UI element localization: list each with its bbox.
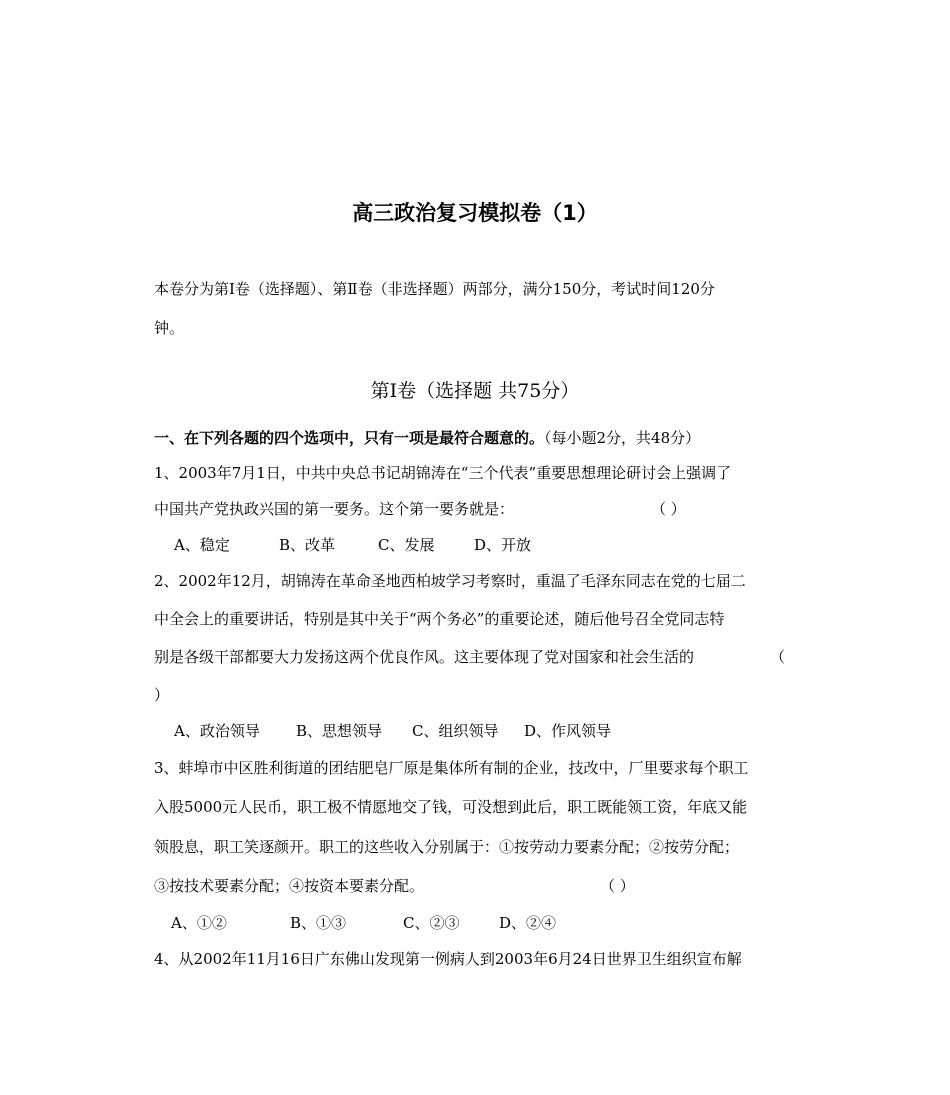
question-3-line-2: 入股5000元人民币，职工极不情愿地交了钱，可没想到此后，职工既能领工资，年底又能 bbox=[154, 798, 748, 816]
question-3-option-b: B、①③ bbox=[290, 914, 347, 932]
page-title: 高三政治复习模拟卷（1） bbox=[352, 201, 598, 225]
part1-heading-note: （每小题2分，共48分） bbox=[544, 429, 701, 447]
question-1-option-c: C、发展 bbox=[378, 536, 435, 554]
question-2-answer-blank-close: ） bbox=[154, 686, 170, 704]
part1-heading-instruction: 一、在下列各题的四个选项中，只有一项是最符合题意的。 bbox=[154, 429, 545, 447]
question-1-option-d: D、开放 bbox=[474, 536, 532, 554]
question-2-option-a: A、政治领导 bbox=[174, 722, 260, 740]
question-1-line-1: 1、2003年7月1日，中共中央总书记胡锦涛在“三个代表”重要思想理论研讨会上强调了 bbox=[154, 464, 732, 482]
question-3-option-d: D、②④ bbox=[499, 914, 557, 932]
question-2-line-3: 别是各级干部都要大力发扬这两个优良作风。这主要体现了党对国家和社会生活的 bbox=[154, 648, 695, 666]
question-1-option-a: A、稳定 bbox=[174, 536, 230, 554]
intro-text-line-2: 钟。 bbox=[154, 319, 185, 337]
section-title: 第Ⅰ卷（选择题 共75分） bbox=[370, 380, 580, 402]
question-2-option-c: C、组织领导 bbox=[412, 722, 499, 740]
question-2-option-d: D、作风领导 bbox=[524, 722, 612, 740]
question-3-line-3: 领股息，职工笑逐颜开。职工的这些收入分别属于：①按劳动力要素分配；②按劳分配； bbox=[154, 838, 740, 856]
question-2-option-b: B、思想领导 bbox=[296, 722, 383, 740]
question-3-answer-blank: （ ） bbox=[600, 877, 635, 895]
question-4-line-1: 4、从2002年11月16日广东佛山发现第一例病人到2003年6月24日世界卫生组织宣布解 bbox=[154, 950, 742, 968]
question-3-line-1: 3、蚌埠市中区胜利街道的团结肥皂厂原是集体所有制的企业，技改中，厂里要求每个职工 bbox=[154, 759, 749, 777]
question-3-option-a: A、①② bbox=[171, 914, 227, 932]
intro-text-line-1: 本卷分为第Ⅰ卷（选择题）、第Ⅱ卷（非选择题）两部分，满分150分，考试时间120分 bbox=[154, 280, 715, 298]
question-2-line-2: 中全会上的重要讲话，特别是其中关于“两个务必”的重要论述，随后他号召全党同志特 bbox=[154, 610, 725, 628]
question-1-option-b: B、改革 bbox=[279, 536, 336, 554]
question-1-line-2: 中国共产党执政兴国的第一要务。这个第一要务就是： bbox=[154, 500, 515, 518]
question-1-answer-blank: （ ） bbox=[651, 500, 686, 518]
question-3-line-4: ③按技术要素分配；④按资本要素分配。 bbox=[154, 877, 425, 895]
question-3-option-c: C、②③ bbox=[403, 914, 460, 932]
question-2-answer-blank-open: （ bbox=[770, 648, 786, 666]
part1-heading bbox=[154, 428, 700, 448]
question-2-line-1: 2、2002年12月，胡锦涛在革命圣地西柏坡学习考察时，重温了毛泽东同志在党的七届二 bbox=[154, 572, 746, 590]
